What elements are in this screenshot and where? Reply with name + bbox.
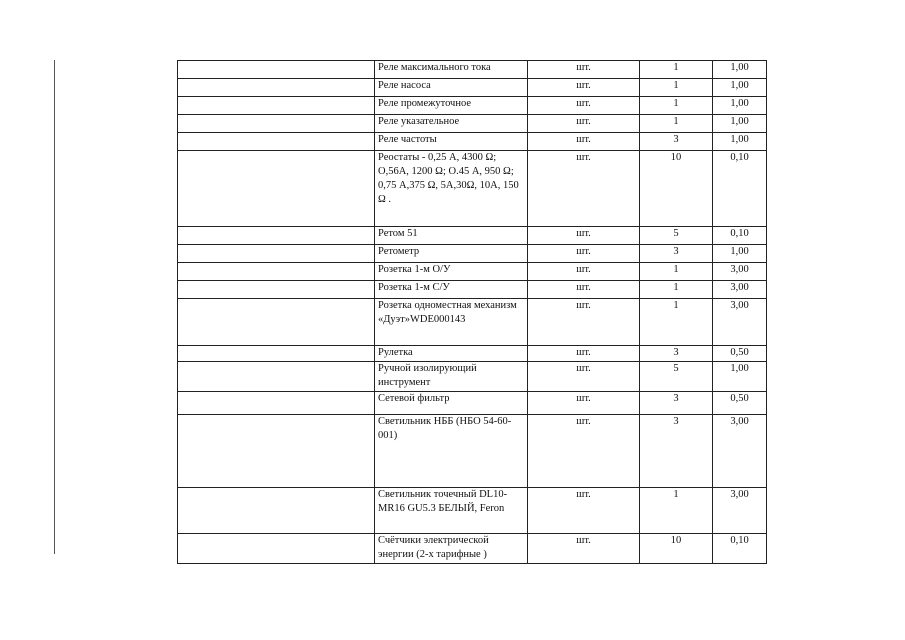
item-unit: шт. xyxy=(528,133,640,151)
item-name: Реле указательное xyxy=(375,115,528,133)
item-name: Розетка 1-м О/У xyxy=(375,263,528,281)
item-name: Реле частоты xyxy=(375,133,528,151)
blank-cell xyxy=(178,151,375,227)
blank-cell xyxy=(178,488,375,534)
item-value: 0,50 xyxy=(713,392,767,415)
blank-cell xyxy=(178,362,375,392)
item-value: 1,00 xyxy=(713,133,767,151)
item-quantity: 1 xyxy=(640,115,713,133)
blank-cell xyxy=(178,61,375,79)
table-row xyxy=(178,133,767,151)
item-quantity: 1 xyxy=(640,61,713,79)
item-quantity: 1 xyxy=(640,263,713,281)
item-unit: шт. xyxy=(528,415,640,488)
equipment-table xyxy=(177,60,767,564)
item-unit: шт. xyxy=(528,281,640,299)
blank-cell xyxy=(178,346,375,362)
item-quantity: 10 xyxy=(640,151,713,227)
item-name: Ретом 51 xyxy=(375,227,528,245)
table-row xyxy=(178,263,767,281)
item-unit: шт. xyxy=(528,534,640,564)
table-row xyxy=(178,97,767,115)
item-value: 1,00 xyxy=(713,115,767,133)
item-unit: шт. xyxy=(528,79,640,97)
item-value: 3,00 xyxy=(713,281,767,299)
item-quantity: 1 xyxy=(640,97,713,115)
item-value: 1,00 xyxy=(713,245,767,263)
item-unit: шт. xyxy=(528,263,640,281)
item-value: 3,00 xyxy=(713,488,767,534)
blank-cell xyxy=(178,115,375,133)
item-unit: шт. xyxy=(528,115,640,133)
blank-cell xyxy=(178,392,375,415)
item-value: 3,00 xyxy=(713,299,767,346)
item-name: Ручной изолирующий инструмент xyxy=(375,362,528,392)
item-value: 1,00 xyxy=(713,97,767,115)
item-quantity: 1 xyxy=(640,79,713,97)
table-row xyxy=(178,79,767,97)
item-value: 3,00 xyxy=(713,263,767,281)
table-row xyxy=(178,346,767,362)
blank-cell xyxy=(178,227,375,245)
table-row xyxy=(178,61,767,79)
item-unit: шт. xyxy=(528,392,640,415)
table-row xyxy=(178,392,767,415)
item-name: Светильник НББ (НБО 54-60-001) xyxy=(375,415,528,488)
item-name: Реле насоса xyxy=(375,79,528,97)
blank-cell xyxy=(178,281,375,299)
item-name: Розетка 1-м С/У xyxy=(375,281,528,299)
table-row xyxy=(178,115,767,133)
item-quantity: 3 xyxy=(640,133,713,151)
table-row xyxy=(178,245,767,263)
item-quantity: 10 xyxy=(640,534,713,564)
page-margin-line xyxy=(54,60,55,554)
item-unit: шт. xyxy=(528,488,640,534)
item-value: 0,10 xyxy=(713,227,767,245)
table-row xyxy=(178,362,767,392)
item-name: Счётчики электрической энергии (2-х тарифные ) xyxy=(375,534,528,564)
item-name: Сетевой фильтр xyxy=(375,392,528,415)
table-row xyxy=(178,281,767,299)
blank-cell xyxy=(178,263,375,281)
item-quantity: 1 xyxy=(640,299,713,346)
item-quantity: 3 xyxy=(640,346,713,362)
blank-cell xyxy=(178,97,375,115)
table-row xyxy=(178,227,767,245)
item-name: Реостаты - 0,25 А, 4300 Ω; О,56А, 1200 Ω; О.45 А, 950 Ω; 0,75 А,375 Ω, 5А,30Ω, 10А, 150 Ω . xyxy=(375,151,528,227)
item-value: 0,50 xyxy=(713,346,767,362)
item-unit: шт. xyxy=(528,299,640,346)
item-unit: шт. xyxy=(528,151,640,227)
table-row xyxy=(178,534,767,564)
item-quantity: 3 xyxy=(640,392,713,415)
item-unit: шт. xyxy=(528,97,640,115)
item-quantity: 1 xyxy=(640,488,713,534)
blank-cell xyxy=(178,415,375,488)
item-quantity: 3 xyxy=(640,415,713,488)
blank-cell xyxy=(178,299,375,346)
item-name: Ретометр xyxy=(375,245,528,263)
item-unit: шт. xyxy=(528,346,640,362)
table-row xyxy=(178,488,767,534)
item-value: 0,10 xyxy=(713,151,767,227)
item-unit: шт. xyxy=(528,61,640,79)
item-quantity: 5 xyxy=(640,227,713,245)
item-value: 0,10 xyxy=(713,534,767,564)
item-quantity: 1 xyxy=(640,281,713,299)
item-unit: шт. xyxy=(528,227,640,245)
item-name: Реле промежуточное xyxy=(375,97,528,115)
item-quantity: 3 xyxy=(640,245,713,263)
item-value: 1,00 xyxy=(713,362,767,392)
item-name: Реле максимального тока xyxy=(375,61,528,79)
item-name: Рулетка xyxy=(375,346,528,362)
item-unit: шт. xyxy=(528,245,640,263)
table-row xyxy=(178,299,767,346)
table-row xyxy=(178,151,767,227)
blank-cell xyxy=(178,534,375,564)
item-value: 3,00 xyxy=(713,415,767,488)
item-value: 1,00 xyxy=(713,79,767,97)
blank-cell xyxy=(178,133,375,151)
blank-cell xyxy=(178,79,375,97)
item-unit: шт. xyxy=(528,362,640,392)
table-row xyxy=(178,415,767,488)
item-name: Светильник точечный DL10-MR16 GU5.3 БЕЛЫЙ, Feron xyxy=(375,488,528,534)
item-name: Розетка одноместная механизм «Дуэт»WDE000143 xyxy=(375,299,528,346)
item-quantity: 5 xyxy=(640,362,713,392)
blank-cell xyxy=(178,245,375,263)
item-value: 1,00 xyxy=(713,61,767,79)
